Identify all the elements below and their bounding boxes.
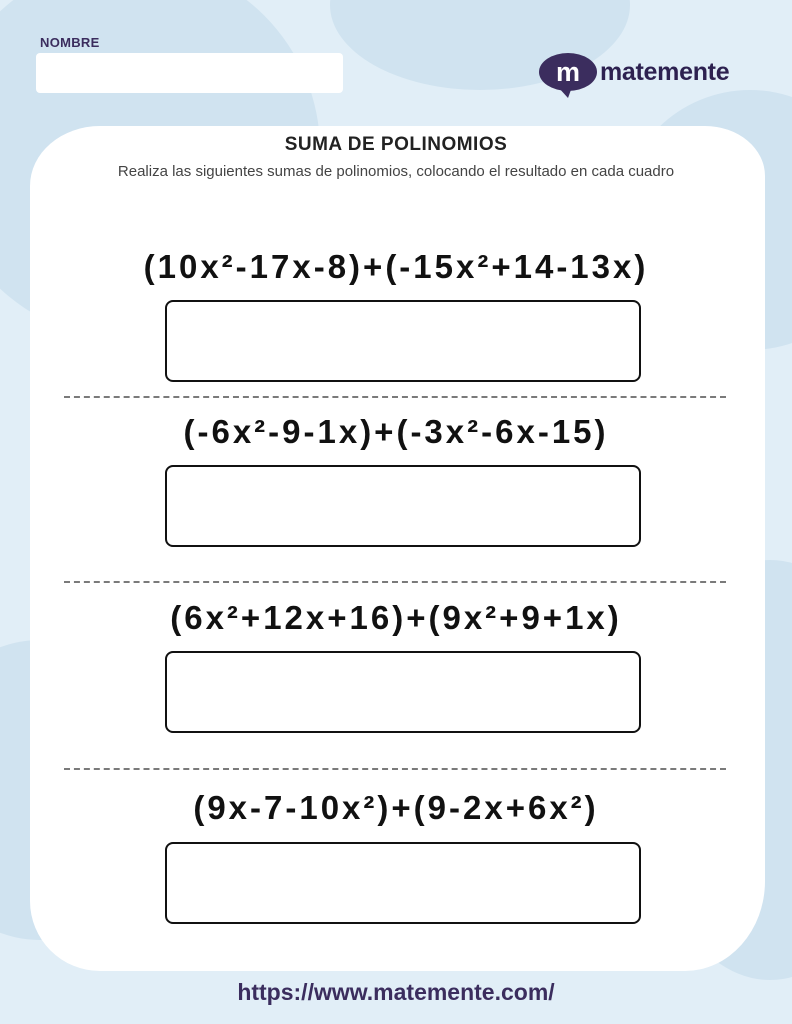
worksheet-title: SUMA DE POLINOMIOS xyxy=(284,134,508,155)
answer-box[interactable] xyxy=(165,651,641,733)
exercise-expression: (-6x²-9-1x)+(-3x²-6x-15) xyxy=(183,413,609,450)
svg-text:m: m xyxy=(555,57,581,87)
dashed-separator xyxy=(64,396,726,398)
exercise-expression: (10x²-17x-8)+(-15x²+14-13x) xyxy=(143,248,649,285)
exercise-expression: (9x-7-10x²)+(9-2x+6x²) xyxy=(193,789,599,826)
dashed-separator xyxy=(64,581,726,583)
worksheet-instructions: Realiza las siguientes sumas de polinomios, colocando el resultado en cada cuadro xyxy=(117,163,675,180)
answer-box[interactable] xyxy=(165,465,641,547)
answer-box[interactable] xyxy=(165,842,641,924)
dashed-separator xyxy=(64,768,726,770)
name-field[interactable] xyxy=(36,53,343,93)
exercise-expression: (6x²+12x+16)+(9x²+9+1x) xyxy=(170,599,622,636)
logo-wordmark: matemente xyxy=(600,58,730,86)
matemente-logo xyxy=(538,52,748,98)
name-label: NOMBRE xyxy=(40,35,100,50)
website-url-link[interactable]: https://www.matemente.com/ xyxy=(237,979,555,1005)
logo-speech-bubble-icon xyxy=(538,52,598,98)
answer-box[interactable] xyxy=(165,300,641,382)
